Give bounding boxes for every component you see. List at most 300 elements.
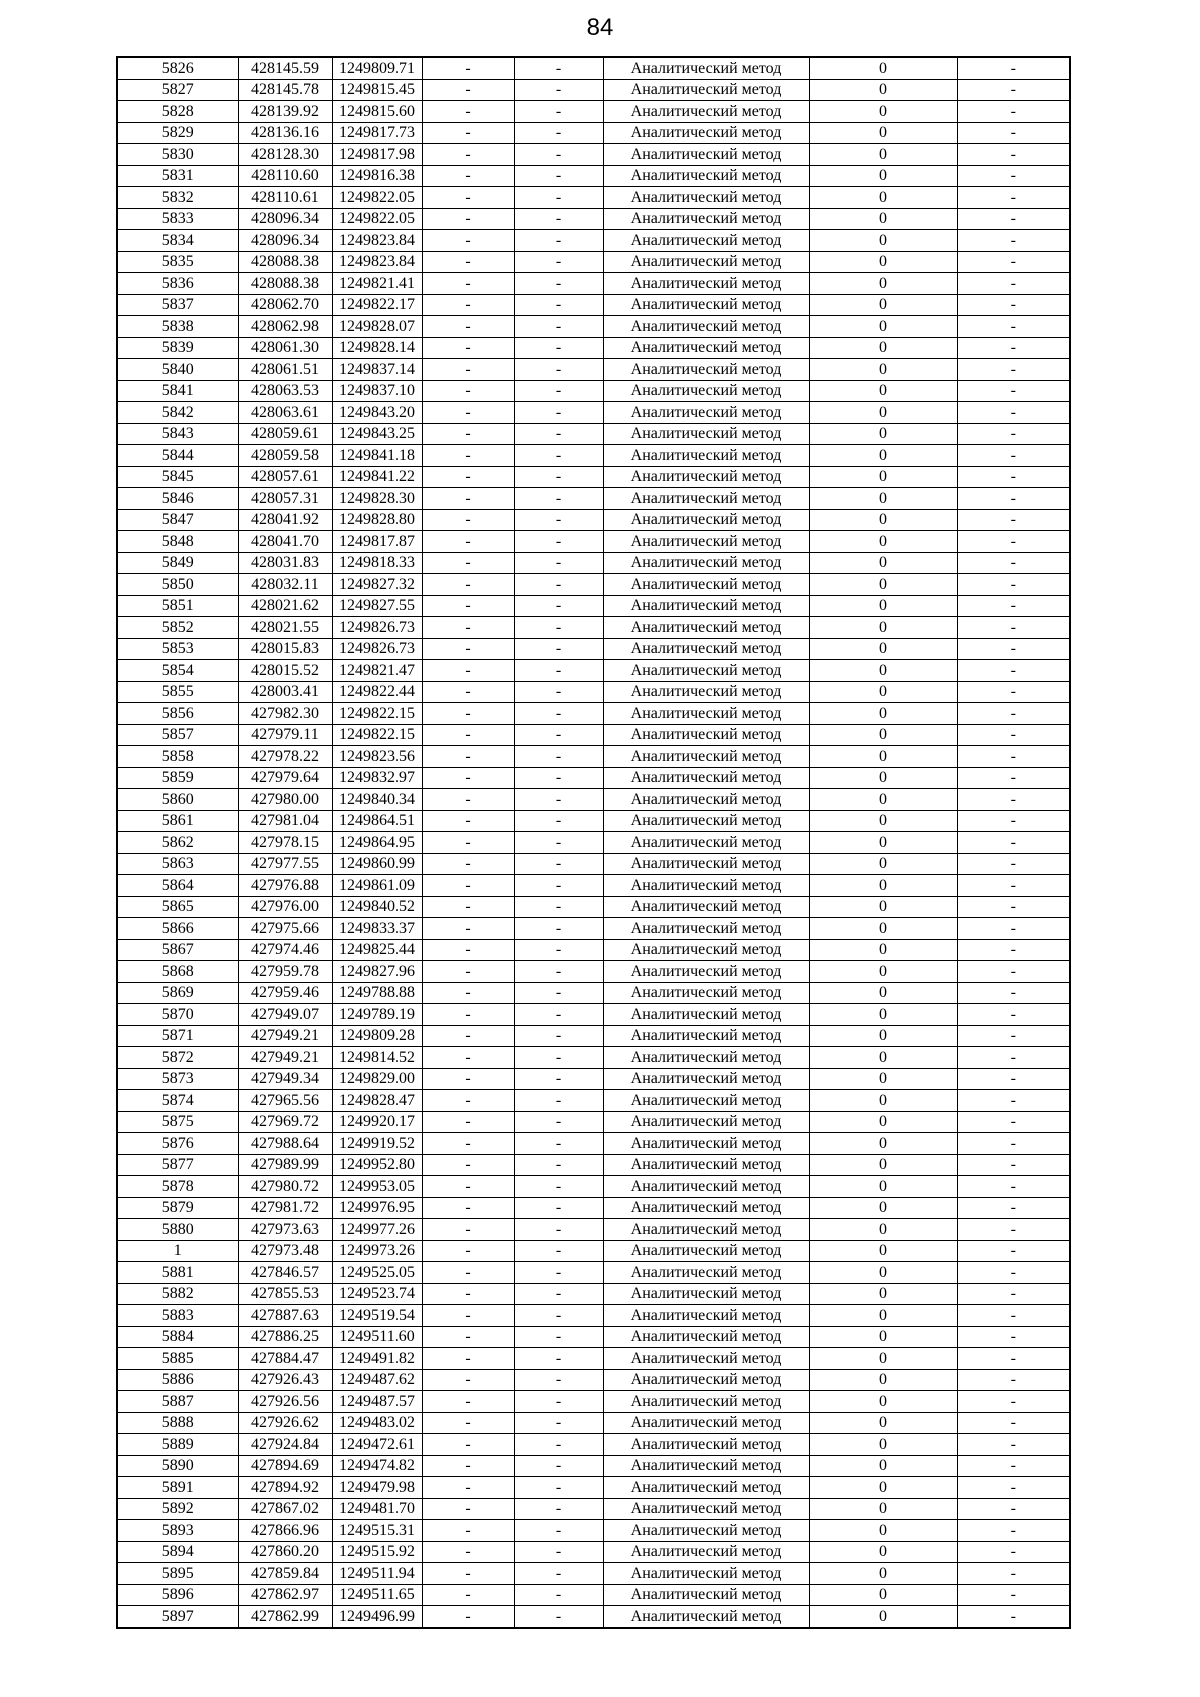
table-row xyxy=(117,875,1070,897)
method-cell: Аналитический метод xyxy=(603,273,809,295)
table-row xyxy=(117,1262,1070,1284)
point-number-cell: 5841 xyxy=(117,380,238,402)
y-coordinate-cell: 1249511.94 xyxy=(332,1563,422,1585)
dash-cell: - xyxy=(514,531,603,553)
dash-cell: - xyxy=(422,1197,514,1219)
table-row xyxy=(117,1025,1070,1047)
y-coordinate-cell: 1249788.88 xyxy=(332,982,422,1004)
x-coordinate-cell: 428062.98 xyxy=(238,316,332,338)
error-cell: 0 xyxy=(809,595,957,617)
point-number-cell: 5860 xyxy=(117,789,238,811)
table-row xyxy=(117,1455,1070,1477)
dash-cell: - xyxy=(957,79,1070,101)
dash-cell: - xyxy=(422,1305,514,1327)
dash-cell: - xyxy=(514,251,603,273)
method-cell: Аналитический метод xyxy=(603,703,809,725)
method-cell: Аналитический метод xyxy=(603,1025,809,1047)
dash-cell: - xyxy=(514,144,603,166)
error-cell: 0 xyxy=(809,1305,957,1327)
y-coordinate-cell: 1249826.73 xyxy=(332,617,422,639)
dash-cell: - xyxy=(422,789,514,811)
method-cell: Аналитический метод xyxy=(603,1520,809,1542)
dash-cell: - xyxy=(957,165,1070,187)
dash-cell: - xyxy=(957,187,1070,209)
y-coordinate-cell: 1249840.52 xyxy=(332,896,422,918)
y-coordinate-cell: 1249817.87 xyxy=(332,531,422,553)
y-coordinate-cell: 1249822.05 xyxy=(332,187,422,209)
dash-cell: - xyxy=(422,316,514,338)
method-cell: Аналитический метод xyxy=(603,165,809,187)
table-row xyxy=(117,509,1070,531)
dash-cell: - xyxy=(957,57,1070,79)
method-cell: Аналитический метод xyxy=(603,122,809,144)
dash-cell: - xyxy=(514,617,603,639)
dash-cell: - xyxy=(514,230,603,252)
dash-cell: - xyxy=(957,1412,1070,1434)
x-coordinate-cell: 428110.61 xyxy=(238,187,332,209)
y-coordinate-cell: 1249843.25 xyxy=(332,423,422,445)
dash-cell: - xyxy=(422,1477,514,1499)
dash-cell: - xyxy=(957,380,1070,402)
y-coordinate-cell: 1249919.52 xyxy=(332,1133,422,1155)
error-cell: 0 xyxy=(809,1498,957,1520)
point-number-cell: 5856 xyxy=(117,703,238,725)
error-cell: 0 xyxy=(809,918,957,940)
table-row xyxy=(117,1606,1070,1628)
y-coordinate-cell: 1249823.84 xyxy=(332,230,422,252)
point-number-cell: 5890 xyxy=(117,1455,238,1477)
x-coordinate-cell: 428057.31 xyxy=(238,488,332,510)
dash-cell: - xyxy=(422,1391,514,1413)
x-coordinate-cell: 427866.96 xyxy=(238,1520,332,1542)
dash-cell: - xyxy=(957,853,1070,875)
dash-cell: - xyxy=(514,1498,603,1520)
x-coordinate-cell: 427976.88 xyxy=(238,875,332,897)
point-number-cell: 5857 xyxy=(117,724,238,746)
dash-cell: - xyxy=(514,1305,603,1327)
method-cell: Аналитический метод xyxy=(603,1197,809,1219)
table-row xyxy=(117,617,1070,639)
y-coordinate-cell: 1249977.26 xyxy=(332,1219,422,1241)
y-coordinate-cell: 1249472.61 xyxy=(332,1434,422,1456)
error-cell: 0 xyxy=(809,1068,957,1090)
y-coordinate-cell: 1249519.54 xyxy=(332,1305,422,1327)
dash-cell: - xyxy=(957,789,1070,811)
error-cell: 0 xyxy=(809,380,957,402)
dash-cell: - xyxy=(422,230,514,252)
dash-cell: - xyxy=(957,1606,1070,1628)
y-coordinate-cell: 1249523.74 xyxy=(332,1283,422,1305)
dash-cell: - xyxy=(422,1434,514,1456)
error-cell: 0 xyxy=(809,896,957,918)
dash-cell: - xyxy=(957,617,1070,639)
dash-cell: - xyxy=(957,1262,1070,1284)
y-coordinate-cell: 1249837.14 xyxy=(332,359,422,381)
x-coordinate-cell: 427980.72 xyxy=(238,1176,332,1198)
method-cell: Аналитический метод xyxy=(603,1004,809,1026)
dash-cell: - xyxy=(422,853,514,875)
dash-cell: - xyxy=(422,57,514,79)
dash-cell: - xyxy=(514,1090,603,1112)
dash-cell: - xyxy=(514,1391,603,1413)
point-number-cell: 5840 xyxy=(117,359,238,381)
method-cell: Аналитический метод xyxy=(603,488,809,510)
method-cell: Аналитический метод xyxy=(603,1348,809,1370)
table-row xyxy=(117,445,1070,467)
x-coordinate-cell: 427979.64 xyxy=(238,767,332,789)
error-cell: 0 xyxy=(809,703,957,725)
point-number-cell: 5896 xyxy=(117,1584,238,1606)
point-number-cell: 5892 xyxy=(117,1498,238,1520)
dash-cell: - xyxy=(514,1434,603,1456)
dash-cell: - xyxy=(422,79,514,101)
dash-cell: - xyxy=(957,918,1070,940)
y-coordinate-cell: 1249822.15 xyxy=(332,703,422,725)
table-row xyxy=(117,1477,1070,1499)
dash-cell: - xyxy=(514,767,603,789)
y-coordinate-cell: 1249827.96 xyxy=(332,961,422,983)
x-coordinate-cell: 427989.99 xyxy=(238,1154,332,1176)
dash-cell: - xyxy=(957,1197,1070,1219)
table-row xyxy=(117,165,1070,187)
dash-cell: - xyxy=(422,1133,514,1155)
y-coordinate-cell: 1249823.84 xyxy=(332,251,422,273)
table-row xyxy=(117,746,1070,768)
dash-cell: - xyxy=(514,595,603,617)
dash-cell: - xyxy=(422,896,514,918)
dash-cell: - xyxy=(514,746,603,768)
dash-cell: - xyxy=(422,1348,514,1370)
error-cell: 0 xyxy=(809,208,957,230)
dash-cell: - xyxy=(514,1348,603,1370)
error-cell: 0 xyxy=(809,122,957,144)
table-row xyxy=(117,1369,1070,1391)
dash-cell: - xyxy=(957,208,1070,230)
table-row xyxy=(117,1068,1070,1090)
y-coordinate-cell: 1249491.82 xyxy=(332,1348,422,1370)
error-cell: 0 xyxy=(809,165,957,187)
error-cell: 0 xyxy=(809,1240,957,1262)
dash-cell: - xyxy=(957,101,1070,123)
table-row xyxy=(117,789,1070,811)
dash-cell: - xyxy=(514,789,603,811)
method-cell: Аналитический метод xyxy=(603,251,809,273)
table-row xyxy=(117,1584,1070,1606)
y-coordinate-cell: 1249817.73 xyxy=(332,122,422,144)
table-row xyxy=(117,402,1070,424)
x-coordinate-cell: 427965.56 xyxy=(238,1090,332,1112)
table-row xyxy=(117,724,1070,746)
dash-cell: - xyxy=(957,724,1070,746)
x-coordinate-cell: 428059.58 xyxy=(238,445,332,467)
error-cell: 0 xyxy=(809,294,957,316)
method-cell: Аналитический метод xyxy=(603,57,809,79)
point-number-cell: 5869 xyxy=(117,982,238,1004)
point-number-cell: 5882 xyxy=(117,1283,238,1305)
method-cell: Аналитический метод xyxy=(603,1606,809,1628)
method-cell: Аналитический метод xyxy=(603,445,809,467)
dash-cell: - xyxy=(957,1025,1070,1047)
method-cell: Аналитический метод xyxy=(603,1219,809,1241)
point-number-cell: 5891 xyxy=(117,1477,238,1499)
dash-cell: - xyxy=(514,423,603,445)
dash-cell: - xyxy=(422,208,514,230)
point-number-cell: 5879 xyxy=(117,1197,238,1219)
x-coordinate-cell: 428063.53 xyxy=(238,380,332,402)
dash-cell: - xyxy=(957,552,1070,574)
dash-cell: - xyxy=(957,660,1070,682)
table-row xyxy=(117,1434,1070,1456)
dash-cell: - xyxy=(957,1004,1070,1026)
dash-cell: - xyxy=(514,961,603,983)
point-number-cell: 5849 xyxy=(117,552,238,574)
table-row xyxy=(117,1176,1070,1198)
point-number-cell: 5861 xyxy=(117,810,238,832)
dash-cell: - xyxy=(422,251,514,273)
point-number-cell: 5880 xyxy=(117,1219,238,1241)
point-number-cell: 5872 xyxy=(117,1047,238,1069)
point-number-cell: 5877 xyxy=(117,1154,238,1176)
x-coordinate-cell: 427978.15 xyxy=(238,832,332,854)
y-coordinate-cell: 1249511.65 xyxy=(332,1584,422,1606)
dash-cell: - xyxy=(957,122,1070,144)
x-coordinate-cell: 428145.59 xyxy=(238,57,332,79)
error-cell: 0 xyxy=(809,552,957,574)
error-cell: 0 xyxy=(809,101,957,123)
table-row xyxy=(117,1219,1070,1241)
method-cell: Аналитический метод xyxy=(603,1154,809,1176)
y-coordinate-cell: 1249826.73 xyxy=(332,638,422,660)
x-coordinate-cell: 428015.83 xyxy=(238,638,332,660)
error-cell: 0 xyxy=(809,1197,957,1219)
x-coordinate-cell: 428063.61 xyxy=(238,402,332,424)
dash-cell: - xyxy=(422,1455,514,1477)
table-row xyxy=(117,1348,1070,1370)
dash-cell: - xyxy=(422,574,514,596)
dash-cell: - xyxy=(957,1154,1070,1176)
error-cell: 0 xyxy=(809,1262,957,1284)
x-coordinate-cell: 428061.51 xyxy=(238,359,332,381)
dash-cell: - xyxy=(957,638,1070,660)
table-row xyxy=(117,1498,1070,1520)
dash-cell: - xyxy=(957,595,1070,617)
method-cell: Аналитический метод xyxy=(603,1047,809,1069)
dash-cell: - xyxy=(422,1498,514,1520)
dash-cell: - xyxy=(422,531,514,553)
point-number-cell: 5866 xyxy=(117,918,238,940)
dash-cell: - xyxy=(957,1434,1070,1456)
dash-cell: - xyxy=(514,1047,603,1069)
error-cell: 0 xyxy=(809,1176,957,1198)
point-number-cell: 5844 xyxy=(117,445,238,467)
dash-cell: - xyxy=(514,402,603,424)
dash-cell: - xyxy=(514,79,603,101)
method-cell: Аналитический метод xyxy=(603,1111,809,1133)
dash-cell: - xyxy=(514,875,603,897)
point-number-cell: 5863 xyxy=(117,853,238,875)
table-row xyxy=(117,1111,1070,1133)
method-cell: Аналитический метод xyxy=(603,681,809,703)
dash-cell: - xyxy=(957,982,1070,1004)
error-cell: 0 xyxy=(809,187,957,209)
table-row xyxy=(117,316,1070,338)
point-number-cell: 5867 xyxy=(117,939,238,961)
dash-cell: - xyxy=(422,1326,514,1348)
dash-cell: - xyxy=(957,1477,1070,1499)
x-coordinate-cell: 428088.38 xyxy=(238,273,332,295)
dash-cell: - xyxy=(514,187,603,209)
table-row xyxy=(117,251,1070,273)
dash-cell: - xyxy=(957,1348,1070,1370)
error-cell: 0 xyxy=(809,1412,957,1434)
dash-cell: - xyxy=(514,273,603,295)
x-coordinate-cell: 427926.43 xyxy=(238,1369,332,1391)
dash-cell: - xyxy=(422,595,514,617)
dash-cell: - xyxy=(514,853,603,875)
error-cell: 0 xyxy=(809,1369,957,1391)
dash-cell: - xyxy=(422,1047,514,1069)
error-cell: 0 xyxy=(809,1047,957,1069)
x-coordinate-cell: 427867.02 xyxy=(238,1498,332,1520)
y-coordinate-cell: 1249818.33 xyxy=(332,552,422,574)
y-coordinate-cell: 1249841.18 xyxy=(332,445,422,467)
dash-cell: - xyxy=(422,1606,514,1628)
dash-cell: - xyxy=(422,875,514,897)
table-row xyxy=(117,1133,1070,1155)
error-cell: 0 xyxy=(809,316,957,338)
y-coordinate-cell: 1249822.44 xyxy=(332,681,422,703)
error-cell: 0 xyxy=(809,1606,957,1628)
method-cell: Аналитический метод xyxy=(603,832,809,854)
dash-cell: - xyxy=(422,1369,514,1391)
y-coordinate-cell: 1249487.62 xyxy=(332,1369,422,1391)
y-coordinate-cell: 1249827.55 xyxy=(332,595,422,617)
dash-cell: - xyxy=(514,1412,603,1434)
point-number-cell: 5875 xyxy=(117,1111,238,1133)
x-coordinate-cell: 428041.92 xyxy=(238,509,332,531)
y-coordinate-cell: 1249809.28 xyxy=(332,1025,422,1047)
method-cell: Аналитический метод xyxy=(603,1326,809,1348)
table-row xyxy=(117,896,1070,918)
dash-cell: - xyxy=(957,531,1070,553)
point-number-cell: 5831 xyxy=(117,165,238,187)
error-cell: 0 xyxy=(809,853,957,875)
dash-cell: - xyxy=(957,1498,1070,1520)
dash-cell: - xyxy=(514,509,603,531)
method-cell: Аналитический метод xyxy=(603,1477,809,1499)
x-coordinate-cell: 428021.62 xyxy=(238,595,332,617)
x-coordinate-cell: 427859.84 xyxy=(238,1563,332,1585)
table-row xyxy=(117,1520,1070,1542)
dash-cell: - xyxy=(422,1090,514,1112)
point-number-cell: 5897 xyxy=(117,1606,238,1628)
point-number-cell: 5876 xyxy=(117,1133,238,1155)
x-coordinate-cell: 427959.46 xyxy=(238,982,332,1004)
dash-cell: - xyxy=(514,982,603,1004)
error-cell: 0 xyxy=(809,982,957,1004)
point-number-cell: 5874 xyxy=(117,1090,238,1112)
method-cell: Аналитический метод xyxy=(603,1369,809,1391)
dash-cell: - xyxy=(957,337,1070,359)
method-cell: Аналитический метод xyxy=(603,337,809,359)
dash-cell: - xyxy=(957,144,1070,166)
y-coordinate-cell: 1249840.34 xyxy=(332,789,422,811)
error-cell: 0 xyxy=(809,1584,957,1606)
method-cell: Аналитический метод xyxy=(603,1498,809,1520)
method-cell: Аналитический метод xyxy=(603,918,809,940)
dash-cell: - xyxy=(957,767,1070,789)
dash-cell: - xyxy=(957,230,1070,252)
point-number-cell: 5886 xyxy=(117,1369,238,1391)
method-cell: Аналитический метод xyxy=(603,423,809,445)
method-cell: Аналитический метод xyxy=(603,1563,809,1585)
point-number-cell: 5884 xyxy=(117,1326,238,1348)
method-cell: Аналитический метод xyxy=(603,1305,809,1327)
dash-cell: - xyxy=(957,402,1070,424)
dash-cell: - xyxy=(422,1068,514,1090)
x-coordinate-cell: 428096.34 xyxy=(238,208,332,230)
x-coordinate-cell: 428057.61 xyxy=(238,466,332,488)
dash-cell: - xyxy=(514,681,603,703)
dash-cell: - xyxy=(422,1176,514,1198)
error-cell: 0 xyxy=(809,531,957,553)
method-cell: Аналитический метод xyxy=(603,724,809,746)
x-coordinate-cell: 427980.00 xyxy=(238,789,332,811)
dash-cell: - xyxy=(514,574,603,596)
x-coordinate-cell: 427949.07 xyxy=(238,1004,332,1026)
point-number-cell: 5865 xyxy=(117,896,238,918)
table-row xyxy=(117,1391,1070,1413)
dash-cell: - xyxy=(514,1541,603,1563)
dash-cell: - xyxy=(514,660,603,682)
dash-cell: - xyxy=(422,982,514,1004)
dash-cell: - xyxy=(957,316,1070,338)
y-coordinate-cell: 1249815.45 xyxy=(332,79,422,101)
page-number: 84 xyxy=(586,14,614,41)
x-coordinate-cell: 427974.46 xyxy=(238,939,332,961)
dash-cell: - xyxy=(957,466,1070,488)
dash-cell: - xyxy=(957,509,1070,531)
dash-cell: - xyxy=(514,1326,603,1348)
error-cell: 0 xyxy=(809,961,957,983)
dash-cell: - xyxy=(514,1197,603,1219)
error-cell: 0 xyxy=(809,832,957,854)
x-coordinate-cell: 427975.66 xyxy=(238,918,332,940)
method-cell: Аналитический метод xyxy=(603,509,809,531)
y-coordinate-cell: 1249525.05 xyxy=(332,1262,422,1284)
point-number-cell: 5846 xyxy=(117,488,238,510)
x-coordinate-cell: 428032.11 xyxy=(238,574,332,596)
dash-cell: - xyxy=(957,1219,1070,1241)
error-cell: 0 xyxy=(809,574,957,596)
error-cell: 0 xyxy=(809,1326,957,1348)
dash-cell: - xyxy=(514,359,603,381)
method-cell: Аналитический метод xyxy=(603,961,809,983)
point-number-cell: 5868 xyxy=(117,961,238,983)
dash-cell: - xyxy=(422,660,514,682)
dash-cell: - xyxy=(957,1068,1070,1090)
dash-cell: - xyxy=(514,165,603,187)
dash-cell: - xyxy=(957,810,1070,832)
method-cell: Аналитический метод xyxy=(603,746,809,768)
point-number-cell: 5864 xyxy=(117,875,238,897)
x-coordinate-cell: 427855.53 xyxy=(238,1283,332,1305)
table-row xyxy=(117,1004,1070,1026)
error-cell: 0 xyxy=(809,337,957,359)
point-number-cell: 5834 xyxy=(117,230,238,252)
x-coordinate-cell: 427884.47 xyxy=(238,1348,332,1370)
method-cell: Аналитический метод xyxy=(603,316,809,338)
